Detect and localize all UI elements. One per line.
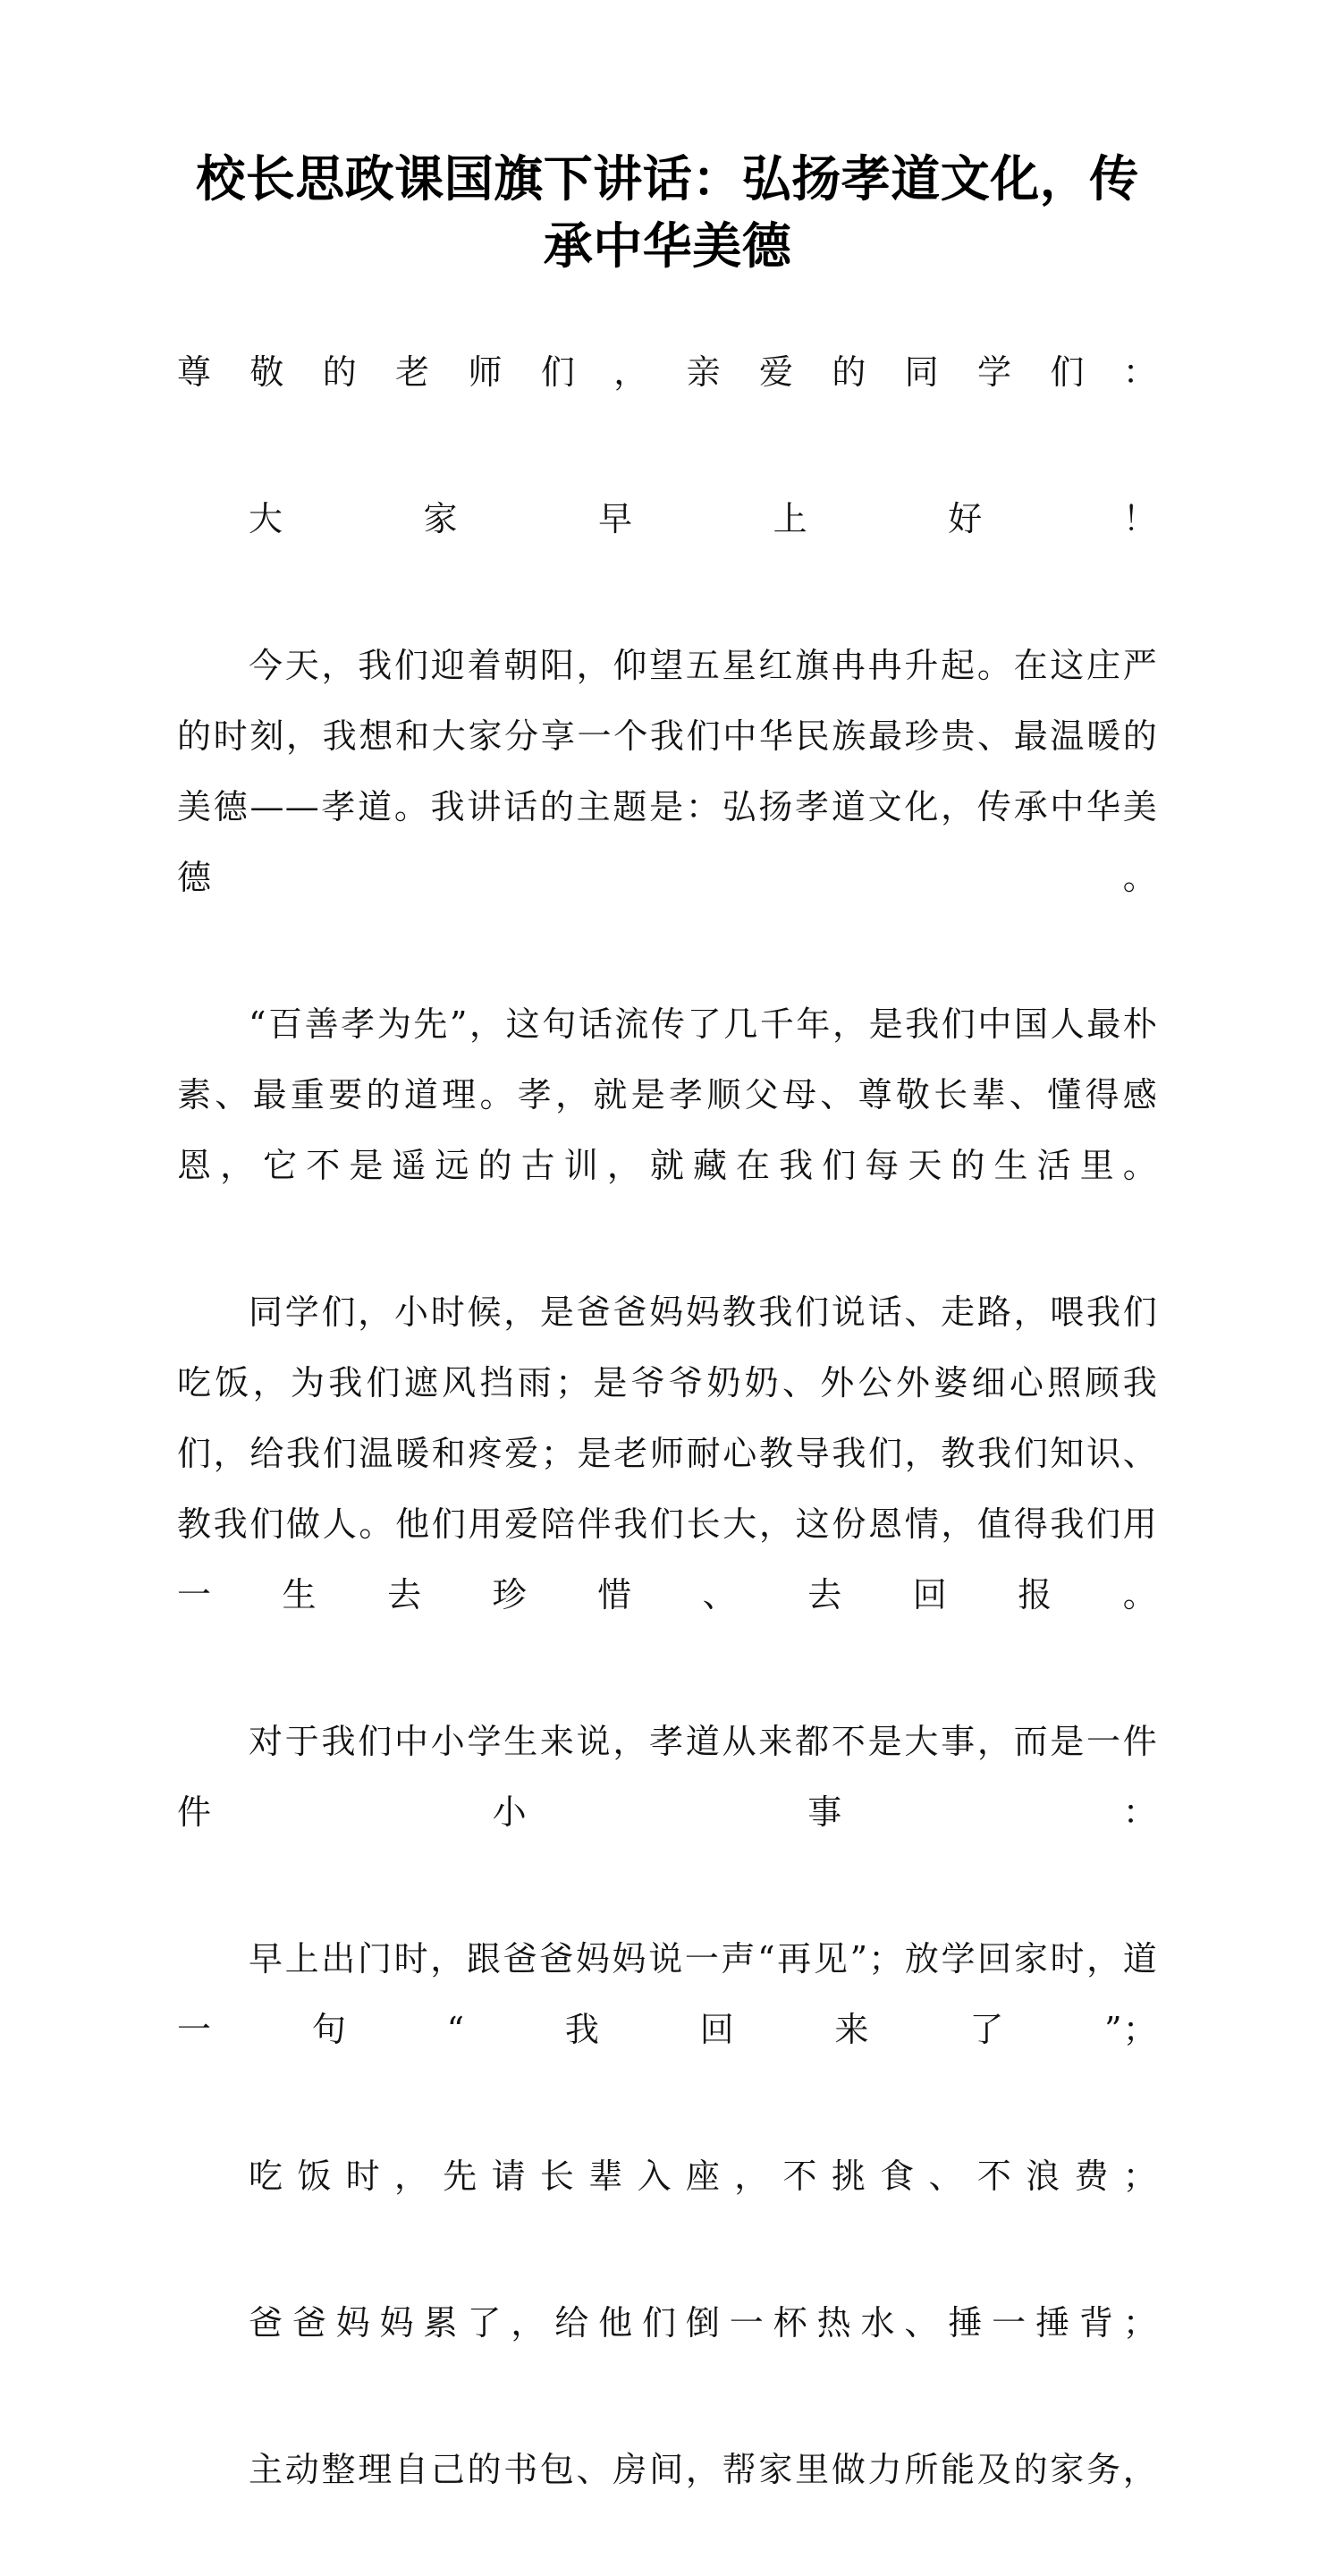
paragraph-salutation: 尊敬的老师们，亲爱的同学们： — [177, 352, 1158, 392]
paragraph-item-morning: 早上出门时，跟爸爸妈妈说一声“再见”；放学回家时，道一句“我回来了”； — [177, 1939, 1158, 2049]
paragraph-filial-proverb: “百善孝为先”，这句话流传了几千年，是我们中国人最朴素、最重要的道理。孝，就是孝顺父母、尊敬长辈、懂得感恩，它不是遥远的古训，就藏在我们每天的生活里。 — [177, 1004, 1158, 1185]
page-title: 校长思政课国旗下讲话：弘扬孝道文化，传承中华美德 — [196, 150, 1139, 275]
paragraph-opening: 今天，我们迎着朝阳，仰望五星红旗冉冉升起。在这庄严的时刻，我想和大家分享一个我们中华民族最珍贵、最温暖的美德——孝道。我讲话的主题是：弘扬孝道文化，传承中华美德。 — [177, 646, 1158, 897]
paragraph-item-chores: 主动整理自己的书包、房间，帮家里做力所能及的家务， — [249, 2450, 1158, 2489]
document-body — [177, 280, 1158, 2576]
paragraph-childhood: 同学们，小时候，是爸爸妈妈教我们说话、走路，喂我们吃饭，为我们遮风挡雨；是爷爷奶奶、外公外婆细心照顾我们，给我们温暖和疼爱；是老师耐心教导我们，教我们知识、教我们做人。他们用爱陪伴我们长大，这份恩情，值得我们用一生去珍惜、去回报。 — [177, 1292, 1158, 1614]
paragraph-small-things-intro: 对于我们中小学生来说，孝道从来都不是大事，而是一件件小事： — [177, 1722, 1158, 1832]
paragraph-item-tired: 爸爸妈妈累了，给他们倒一杯热水、捶一捶背； — [249, 2303, 1158, 2343]
paragraph-greeting: 大家早上好！ — [249, 499, 1158, 538]
paragraph-item-meal: 吃饭时，先请长辈入座，不挑食、不浪费； — [249, 2157, 1158, 2196]
